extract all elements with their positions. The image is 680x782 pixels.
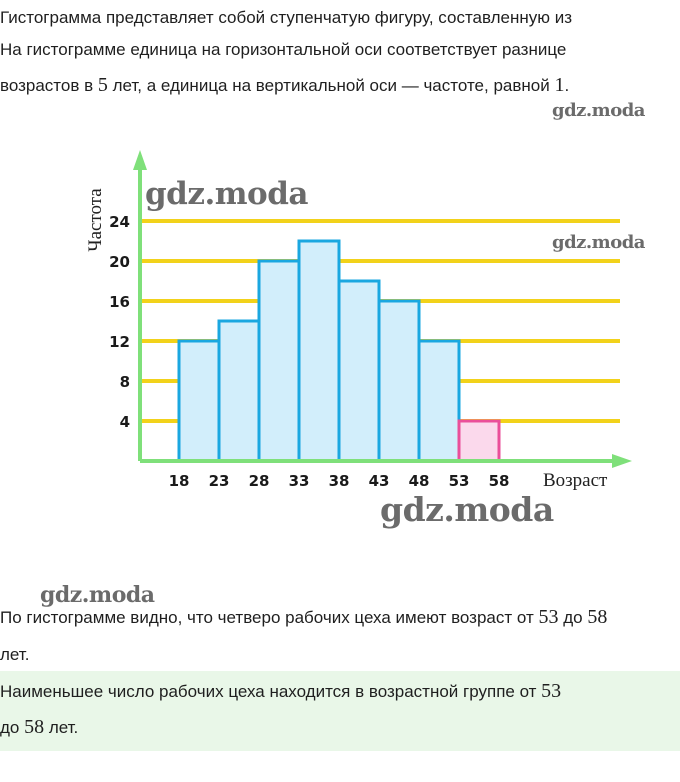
y-axis-arrow — [133, 150, 147, 170]
x-tick-label: 38 — [328, 472, 350, 490]
intro-line-1: Гистограмма представляет собой ступенчатую фигуру, составленную из — [0, 8, 573, 27]
histogram-chart — [0, 130, 680, 500]
y-tick-label: 12 — [109, 333, 130, 351]
x-tick-label: 23 — [208, 472, 230, 490]
conclusion-line-2: лет. — [0, 645, 30, 664]
watermark-logo: gdz.moda — [40, 582, 155, 608]
histogram-bar — [259, 261, 299, 461]
watermark-logo: gdz.moda — [552, 100, 645, 121]
x-tick-label: 33 — [288, 472, 310, 490]
intro-line-3-part-b: лет, а единица на вертикальной оси — частоте, равной — [107, 76, 555, 95]
histogram-bar — [339, 281, 379, 461]
x-tick-label: 48 — [408, 472, 430, 490]
age-to-value: 58 — [587, 606, 608, 628]
y-tick-label: 20 — [109, 253, 130, 271]
y-tick-label: 4 — [119, 413, 130, 431]
intro-line-3-part-c: . — [564, 76, 570, 95]
age-from-value: 53 — [538, 606, 559, 628]
highlighted-bar — [459, 421, 499, 461]
answer-age-from: 53 — [541, 680, 562, 702]
conclusion-line-1 — [0, 606, 607, 629]
histogram-bar — [219, 321, 259, 461]
histogram-bar — [379, 301, 419, 461]
answer-part-b: до — [0, 718, 25, 737]
histogram-bar — [419, 341, 459, 461]
x-axis-label: Возраст — [543, 470, 608, 491]
histogram-bar — [299, 241, 339, 461]
watermark-logo: gdz.moda — [380, 490, 554, 529]
intro-line-2: На гистограмме единица на горизонтальной оси соответствует разнице — [0, 40, 567, 59]
answer-line-1 — [0, 680, 561, 703]
y-tick-label: 24 — [109, 213, 130, 231]
x-axis-arrow — [612, 454, 632, 468]
histogram-bar — [179, 341, 219, 461]
intro-line-3 — [0, 74, 569, 97]
x-tick-label: 53 — [448, 472, 470, 490]
y-axis-label: Частота — [85, 188, 106, 252]
answer-part-c: лет. — [44, 718, 79, 737]
intro-line-3-part-a: возрастов в — [0, 76, 98, 95]
x-tick-label: 43 — [368, 472, 390, 490]
x-tick-label: 28 — [248, 472, 270, 490]
x-tick-label: 18 — [168, 472, 190, 490]
answer-age-to: 58 — [24, 716, 45, 738]
watermark-logo: gdz.moda — [145, 176, 308, 212]
interval-value: 5 — [97, 74, 108, 96]
answer-part-a: Наименьшее число рабочих цеха находится в возрастной группе от — [0, 682, 542, 701]
answer-line-2 — [0, 716, 78, 739]
y-tick-label: 8 — [119, 373, 130, 391]
frequency-unit-value: 1 — [554, 74, 565, 96]
x-tick-label: 58 — [488, 472, 510, 490]
y-tick-label: 16 — [109, 293, 130, 311]
conclusion-part-b: до — [558, 608, 588, 627]
watermark-logo: gdz.moda — [552, 232, 645, 253]
conclusion-part-a: По гистограмме видно, что четверо рабочих цеха имеют возраст от — [0, 608, 539, 627]
